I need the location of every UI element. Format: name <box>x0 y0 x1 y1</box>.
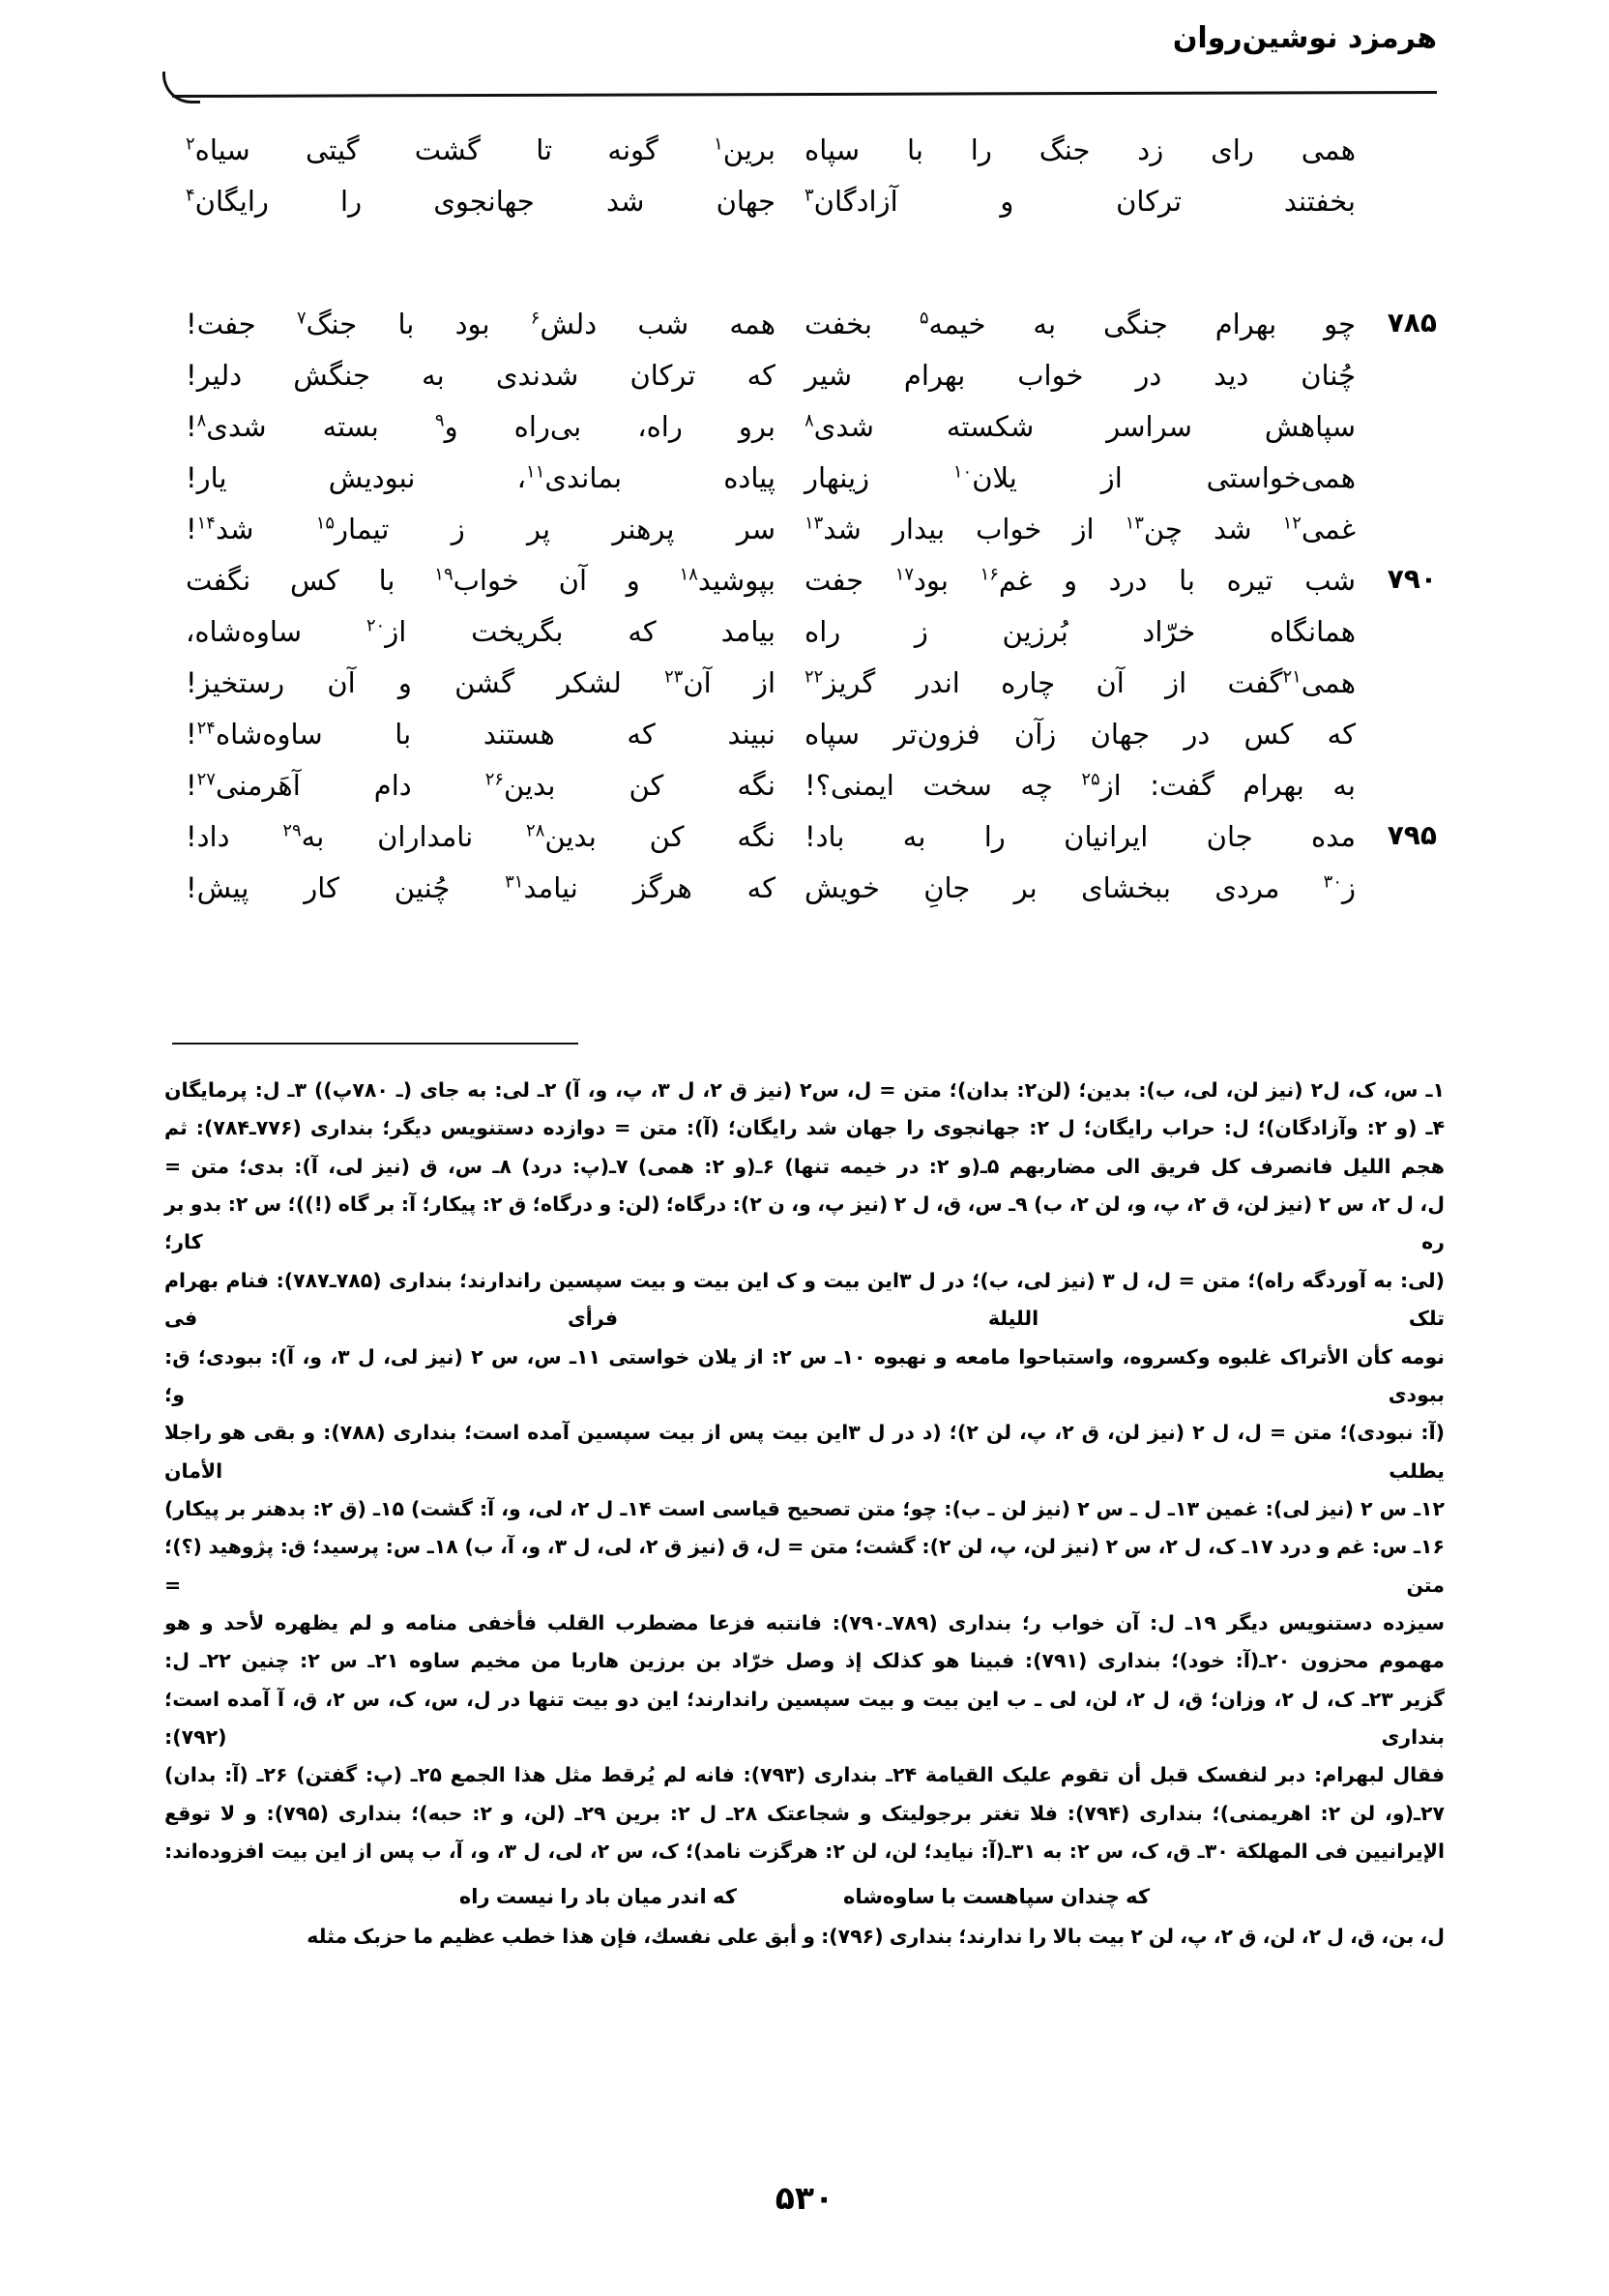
hemistich-second: پیاده بماندی$^{۱۱}$، نبودیش یار! <box>186 460 775 494</box>
verse-number: ۷۸۵ <box>1387 306 1437 339</box>
verse-couplet <box>172 404 1437 450</box>
hemistich-first: همی$^{۲۱}$گفت از آن چاره اندر گریز$^{۲۲}$ <box>804 665 1356 699</box>
apparatus-line: (آ: نبودی)؛ متن = ل، ل ۲ (نیز لن، ق ۲، پ، لن ۲)؛ (د در ل ۳این بیت پس از بیت سپسین آمده است؛ بنداری (۷۸۸): و بقی هو راجلا یطلب الأمان <box>164 1421 1446 1483</box>
verse-number: ۷۹۵ <box>1387 818 1437 851</box>
apparatus-extra-couplet <box>164 1877 1445 1916</box>
hemistich-first: که کس در جهان زآن فزون‌تر سپاه <box>804 717 1356 751</box>
verse-couplet <box>172 507 1437 552</box>
hemistich-first: بخفتند ترکان و آزادگان$^۳$ <box>804 184 1356 218</box>
apparatus-line: ۱۲ـ س ۲ (نیز لی): غمین ۱۳ـ ل ـ س ۲ (نیز لن ـ ب): چو؛ متن تصحیح قیاسی است ۱۴ـ ل ۲، لی، و، آ: گشت) ۱۵ـ (ق ۲: بدهنر بر پیکار) <box>164 1496 1445 1520</box>
verse-couplet <box>172 353 1437 398</box>
hemistich-first: غمی$^{۱۲}$ شد چن$^{۱۳}$ از خواب بیدار شد$^{۱۳}$ <box>804 512 1356 545</box>
header-rule-flourish <box>162 72 200 103</box>
hemistich-first: چو بهرام جنگی به خیمه$^۵$ بخفت <box>804 307 1356 340</box>
verse-couplet <box>172 456 1437 501</box>
verse-couplet <box>172 814 1437 860</box>
apparatus-line: (لی: به آوردگه راه)؛ متن = ل، ل ۳ (نیز لی، ب)؛ در ل ۳این بیت و ک این بیت و بیت سپسین راندارند؛ بنداری (۷۸۵ـ۷۸۷): فنام بهرام تلک اللیلة فرأی فی <box>164 1268 1445 1331</box>
apparatus-line: سیزده دستنویس دیگر ۱۹ـ ل: آن خواب ر؛ بنداری (۷۸۹ـ۷۹۰): فانتبه فزعا مضطرب القلب فأخفی منامه و لم یظهره لأحد و هو <box>164 1611 1446 1635</box>
hemistich-second: بپوشید$^{۱۸}$ و آن خواب$^{۱۹}$ با کس نگفت <box>186 563 775 597</box>
apparatus-line: ل، ل ۲، س ۲ (نیز لن، ق ۲، پ، و، لن ۲، ب) ۹ـ س، ق، ل ۲ (نیز پ، و، ن ۲): درگاه؛ (لن: و درگاه؛ ق ۲: پیکار؛ آ: بر گاه (!))؛ س ۲: بدو بر ره کار؛ <box>164 1192 1445 1254</box>
hemistich-first: همی‌خواستی از یلان$^{۱۰}$ زینهار <box>804 460 1356 494</box>
hemistich-second: نبیند که هستند با ساوه‌شاه$^{۲۴}$! <box>186 717 775 751</box>
apparatus-line: ۴ـ (و ۲: وآزادگان)؛ ل: حراب رایگان؛ ل ۲: جهانجوی را جهان شد رایگان؛ (آ): متن = دوازده دستنویس دیگر؛ بنداری (۷۷۶ـ۷۸۴): ثم <box>164 1116 1445 1140</box>
verse-number: ۷۹۰ <box>1387 562 1437 595</box>
verse-couplet <box>172 763 1437 809</box>
hemistich-first: شب تیره با درد و غم$^{۱۶}$ بود$^{۱۷}$ جفت <box>804 563 1357 597</box>
hemistich-first: سپاهش سراسر شکسته شدی$^۸$ <box>804 409 1356 443</box>
verse-couplet <box>172 712 1437 757</box>
hemistich-second: سر پرهنر پر ز تیمار$^{۱۵}$ شد$^{۱۴}$! <box>186 512 775 545</box>
hemistich-second: بیامد که بگریخت از$^{۲۰}$ ساوه‌شاه، <box>186 614 775 648</box>
hemistich-second: همه شب دلش$^۶$ بود با جنگ$^۷$ جفت! <box>186 307 775 340</box>
hemistich-first: ز$^{۳۰}$ مردی ببخشای بر جانِ خویش <box>804 870 1356 904</box>
page-number: ۵۳۰ <box>775 2179 834 2217</box>
apparatus-line: الإیرانیین فی المهلکة ۳۰ـ ق، ک، س ۲: به ۳۱ـ(آ: نیاید؛ لن، لن ۲: هرگزت نامد)؛ ک، س ۲، لی، ل ۳، و، آ، ب پس از این بیت افزوده‌اند: <box>164 1840 1446 1864</box>
hemistich-second: نگه کن بدین$^{۲۸}$ نامداران به$^{۲۹}$ داد! <box>186 819 775 853</box>
apparatus-separator-rule <box>172 1043 578 1045</box>
hemistich-second: برو راه، بی‌راه و$^۹$ بسته شدی$^۸$! <box>186 409 775 443</box>
apparatus-extra-hemistich-second: که اندر میان باد را نیست راه <box>458 1884 737 1908</box>
verse-couplet <box>172 302 1437 347</box>
hemistich-first: همانگاه خرّاد بُرزین ز راه <box>804 614 1356 648</box>
apparatus-line: ۲۷ـ(و، لن ۲: اهریمنی)؛ بنداری (۷۹۴): فلا تغتر برجولیتک و شجاعتک ۲۸ـ ل ۲: برین ۲۹ـ (لن، و ۲: حبه)؛ بنداری (۷۹۵): و لا توقع <box>164 1801 1445 1825</box>
verse-couplet <box>172 609 1437 655</box>
apparatus-line: نومه کأن الأتراک غلبوه وکسروه، واستباحوا مامعه و نهبوه ۱۰ـ س ۲: از یلان خواستی ۱۱ـ س، س ۲ (نیز لی، ل ۳، و، آ): ببودی؛ ق: ببودی و؛ <box>164 1344 1445 1406</box>
hemistich-second: برین$^۱$ گونه تا گشت گیتی سیاه$^۲$ <box>186 133 775 166</box>
verse-couplet <box>172 661 1437 706</box>
apparatus-closing-line: ل، بن، ق، ل ۲، لن، ق ۲، پ، لن ۲ بیت بالا را ندارند؛ بنداری (۷۹۶): و أبق على نفسك، فإن هذا خطب عظیم ما حزبک مثله <box>307 1924 1445 1948</box>
verse-couplet <box>172 128 1437 173</box>
hemistich-first: همی رای زد جنگ را با سپاه <box>804 133 1356 166</box>
apparatus-line: ۱ـ س، ک، ل۲ (نیز لن، لی، ب): بدین؛ (لن۲: بدان)؛ متن = ل، س۲ (نیز ق ۲، ل ۳، پ، و، آ) ۲ـ لی: به جای (ـ ۷۸۰پ)) ۳ـ ل: پرمایگان <box>164 1078 1446 1102</box>
hemistich-second: که ترکان شدندی به جنگش دلیر! <box>186 358 775 392</box>
hemistich-first: مده جان ایرانیان را به باد! <box>804 819 1356 853</box>
apparatus-line: ۱۶ـ س: غم و درد ۱۷ـ ک، ل ۲، س ۲ (نیز لن، پ، لن ۲): گشت؛ متن = ل، ق (نیز ق ۲، لی، ل ۳، و، آ، ب) ۱۸ـ س: پرسید؛ ق: پژوهید (؟)؛ متن = <box>164 1535 1446 1597</box>
verse-couplet <box>172 179 1437 224</box>
apparatus-line: هجم اللیل فانصرف کل فریق الی مضاربهم ۵ـ(و ۲: در خیمه تنها) ۶ـ(و ۲: همی) ۷ـ(پ: درد) ۸ـ س، ق (نیز لی، آ): بدی؛ متن = <box>164 1154 1445 1178</box>
stanza-gap <box>172 230 1437 302</box>
verse-couplet <box>172 558 1437 603</box>
apparatus-extra-hemistich-first: که چندان سپاهست با ساوه‌شاه <box>842 1884 1151 1908</box>
hemistich-second: جهان شد جهانجوی را رایگان$^۴$ <box>186 184 775 218</box>
hemistich-first: چُنان دید در خواب بهرام شیر <box>804 358 1356 392</box>
hemistich-first: به بهرام گفت: از$^{۲۵}$ چه سخت ایمنی؟! <box>804 768 1356 802</box>
hemistich-second: از آن$^{۲۳}$ لشکر گشن و آن رستخیز! <box>186 665 776 699</box>
header-rule <box>172 91 1437 98</box>
apparatus-line: فقال لبهرام: دبر لنفسک قبل أن تقوم علیک القیامة ۲۴ـ بنداری (۷۹۳): فانه لم یُرقط مثل هذا الجمع ۲۵ـ (پ: گفتن) ۲۶ـ (آ: بدان) <box>164 1763 1445 1787</box>
critical-apparatus <box>164 1072 1445 1956</box>
hemistich-second: که هرگز نیامد$^{۳۱}$ چُنین کار پیش! <box>186 870 775 904</box>
apparatus-line: گزیر ۲۳ـ ک، ل ۲، وزان؛ ق، ل ۲، لن، لی ـ ب این بیت و بیت سپسین راندارند؛ این دو بیت تنها در ل، س، ک، س ۲، ق، آ آمده است؛ بنداری (۷۹۲): <box>164 1687 1445 1750</box>
verse-couplet <box>172 866 1437 911</box>
hemistich-second: نگه کن بدین$^{۲۶}$ دام آهَرمنی$^{۲۷}$! <box>186 768 775 802</box>
apparatus-line: مهموم محزون ۲۰ـ(آ: خود)؛ بنداری (۷۹۱): فبینا هو کذلک إذ وصل خرّاد بن برزین هاربا من مخیم ساوه ۲۱ـ س ۲: چنین ۲۲ـ ل: <box>164 1649 1445 1673</box>
running-head: هرمزد نوشین‌روان <box>1172 21 1437 55</box>
verse-body <box>172 128 1437 917</box>
